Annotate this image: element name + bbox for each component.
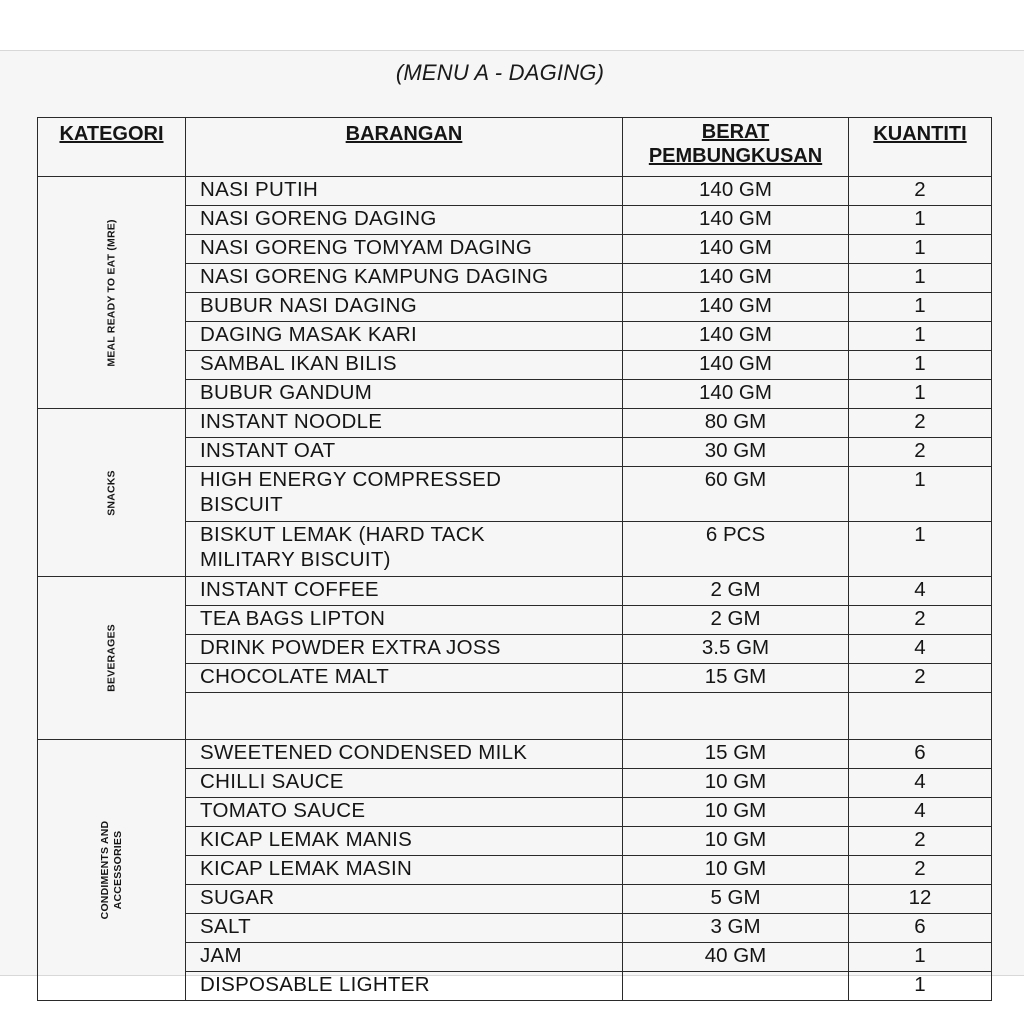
item-weight: 6 PCS: [623, 522, 849, 577]
item-qty: 1: [849, 293, 992, 322]
item-weight: 2 GM: [623, 577, 849, 606]
item-weight: 3 GM: [623, 914, 849, 943]
item-name: INSTANT NOODLE: [186, 409, 623, 438]
item-name: SUGAR: [186, 885, 623, 914]
item-name: BUBUR NASI DAGING: [186, 293, 623, 322]
item-qty: 1: [849, 522, 992, 577]
item-weight: 10 GM: [623, 798, 849, 827]
item-name: JAM: [186, 943, 623, 972]
item-weight: 140 GM: [623, 293, 849, 322]
item-name: SAMBAL IKAN BILIS: [186, 351, 623, 380]
item-qty: 1: [849, 380, 992, 409]
item-name: INSTANT COFFEE: [186, 577, 623, 606]
item-qty: 2: [849, 856, 992, 885]
table-row: [38, 577, 992, 606]
item-qty: 1: [849, 972, 992, 1001]
category-cell-mre: [38, 177, 186, 409]
item-weight: 80 GM: [623, 409, 849, 438]
item-qty: 4: [849, 769, 992, 798]
item-name: DAGING MASAK KARI: [186, 322, 623, 351]
item-weight: 15 GM: [623, 740, 849, 769]
item-qty: 2: [849, 664, 992, 693]
item-weight: 15 GM: [623, 664, 849, 693]
table-row: [38, 409, 992, 438]
item-name: KICAP LEMAK MASIN: [186, 856, 623, 885]
item-weight: 140 GM: [623, 351, 849, 380]
item-name: DRINK POWDER EXTRA JOSS: [186, 635, 623, 664]
item-weight: 140 GM: [623, 322, 849, 351]
header-berat-pembungkusan: BERAT PEMBUNGKUSAN: [623, 118, 849, 177]
item-name: TOMATO SAUCE: [186, 798, 623, 827]
item-name: BUBUR GANDUM: [186, 380, 623, 409]
item-name: NASI GORENG DAGING: [186, 206, 623, 235]
item-qty: 1: [849, 322, 992, 351]
empty-cell: [849, 693, 992, 740]
empty-cell: [186, 693, 623, 740]
item-weight: 10 GM: [623, 769, 849, 798]
item-weight: 60 GM: [623, 467, 849, 522]
item-qty: 2: [849, 606, 992, 635]
item-name: TEA BAGS LIPTON: [186, 606, 623, 635]
item-qty: 1: [849, 235, 992, 264]
item-qty: 4: [849, 577, 992, 606]
category-label-mre: MEAL READY TO EAT (MRE): [105, 218, 117, 367]
category-cell-beverages: [38, 577, 186, 740]
item-weight: 140 GM: [623, 177, 849, 206]
category-cell-condiments: [38, 740, 186, 1001]
table-header-row: [38, 118, 992, 177]
document-title: (MENU A - DAGING): [395, 60, 605, 85]
item-name: CHOCOLATE MALT: [186, 664, 623, 693]
item-qty: 1: [849, 943, 992, 972]
header-kuantiti: KUANTITI: [849, 118, 992, 177]
table-row: [38, 740, 992, 769]
item-weight: 2 GM: [623, 606, 849, 635]
category-label-snacks: SNACKS: [105, 469, 117, 516]
item-weight: 3.5 GM: [623, 635, 849, 664]
item-name: CHILLI SAUCE: [186, 769, 623, 798]
empty-cell: [623, 693, 849, 740]
item-qty: 2: [849, 827, 992, 856]
item-weight: [623, 972, 849, 1001]
item-weight: 30 GM: [623, 438, 849, 467]
item-name: SALT: [186, 914, 623, 943]
category-label-condiments: CONDIMENTS AND ACCESSORIES: [98, 820, 124, 920]
item-qty: 2: [849, 409, 992, 438]
header-kategori: KATEGORI: [38, 118, 186, 177]
category-cell-snacks: [38, 409, 186, 577]
item-qty: 1: [849, 206, 992, 235]
item-qty: 4: [849, 798, 992, 827]
category-label-beverages: BEVERAGES: [105, 624, 117, 692]
item-weight: 140 GM: [623, 206, 849, 235]
item-name: SWEETENED CONDENSED MILK: [186, 740, 623, 769]
item-weight: 10 GM: [623, 827, 849, 856]
item-qty: 2: [849, 177, 992, 206]
item-name: DISPOSABLE LIGHTER: [186, 972, 623, 1001]
item-qty: 6: [849, 740, 992, 769]
header-barangan: BARANGAN: [186, 118, 623, 177]
item-weight: 10 GM: [623, 856, 849, 885]
item-name: NASI GORENG KAMPUNG DAGING: [186, 264, 623, 293]
item-qty: 2: [849, 438, 992, 467]
item-name: INSTANT OAT: [186, 438, 623, 467]
item-weight: 5 GM: [623, 885, 849, 914]
item-weight: 140 GM: [623, 264, 849, 293]
item-qty: 6: [849, 914, 992, 943]
item-qty: 1: [849, 467, 992, 522]
item-qty: 1: [849, 351, 992, 380]
item-name: KICAP LEMAK MANIS: [186, 827, 623, 856]
ration-menu-table: [37, 117, 992, 1001]
item-name: BISKUT LEMAK (HARD TACK MILITARY BISCUIT): [186, 522, 623, 577]
table-row: [38, 177, 992, 206]
item-qty: 1: [849, 264, 992, 293]
item-qty: 12: [849, 885, 992, 914]
item-name: NASI PUTIH: [186, 177, 623, 206]
item-name: HIGH ENERGY COMPRESSED BISCUIT: [186, 467, 623, 522]
item-name: NASI GORENG TOMYAM DAGING: [186, 235, 623, 264]
item-weight: 140 GM: [623, 380, 849, 409]
item-qty: 4: [849, 635, 992, 664]
item-weight: 140 GM: [623, 235, 849, 264]
item-weight: 40 GM: [623, 943, 849, 972]
